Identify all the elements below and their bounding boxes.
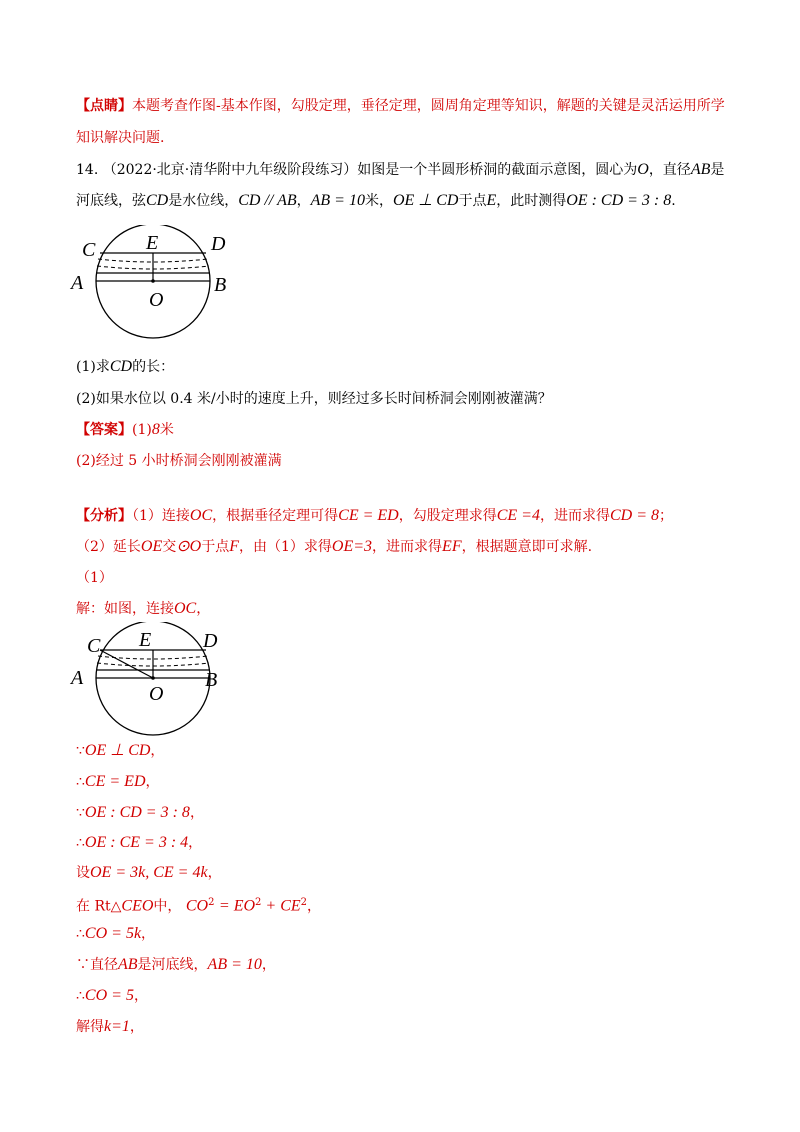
math-expr: CO = 5 xyxy=(84,987,134,1004)
math-var: OE xyxy=(140,538,163,555)
math-var: EO xyxy=(233,897,256,915)
step-diameter xyxy=(76,955,276,975)
solution-text: 解：如图，连接 xyxy=(76,601,174,617)
math-var: OC xyxy=(189,507,213,524)
solution-text: ， xyxy=(196,601,211,617)
problem-text: 如图是一个半圆形桥洞的截面示意图，圆心为 xyxy=(357,162,638,178)
step-pythagoras: 在 Rt△CEO中， $CO^2 = EO^2 + CE^2$， xyxy=(76,897,322,915)
analysis-text: ，根据垂径定理可得 xyxy=(212,508,339,524)
math-expr: CE = ED xyxy=(84,773,146,790)
analysis-text: 于点 xyxy=(201,539,230,555)
math-expr: CE =4 xyxy=(496,507,540,524)
solution-text: 直径 xyxy=(90,957,118,973)
math-expr: = xyxy=(218,897,234,915)
punct: ， xyxy=(133,988,148,1004)
math-expr: CD = 8 xyxy=(609,507,660,524)
therefore-symbol: ∴ xyxy=(76,988,85,1004)
math-var: AB xyxy=(690,161,711,178)
solution-intro xyxy=(76,599,210,619)
problem-line-2 xyxy=(76,191,676,211)
math-var: AB xyxy=(118,956,138,973)
comment-text-1: 本题考查作图-基本作图，勾股定理，垂径定理，圆周角定理等知识，解题的关键是灵活运用所学 xyxy=(132,98,725,114)
analysis-text: 交 xyxy=(162,539,177,555)
problem-text: ，直径 xyxy=(648,162,691,178)
because-symbol: ∵ xyxy=(76,805,85,821)
math-var: CD xyxy=(109,358,133,375)
question-text: 的长： xyxy=(132,359,175,375)
problem-text: . xyxy=(671,193,676,209)
problem-text: 是水位线， xyxy=(168,193,239,209)
analysis-tag: 【分析】 xyxy=(76,508,132,524)
label-a: A xyxy=(71,667,84,689)
answer-text: 米 xyxy=(159,422,174,438)
analysis-text: ，进而求得 xyxy=(539,508,610,524)
math-expr: =1 xyxy=(111,1018,130,1035)
answer-text: (2)经过 5 小时桥洞会刚刚被灌满 xyxy=(76,453,282,469)
problem-text: 河底线，弦 xyxy=(76,193,146,209)
punct: ， xyxy=(207,865,222,881)
analysis-text: ，勾股定理求得 xyxy=(398,508,497,524)
math-var: F xyxy=(229,538,239,555)
label-o: O xyxy=(149,683,164,705)
label-e: E xyxy=(139,629,152,651)
answer-line-1 xyxy=(76,420,174,440)
solution-text: 是河底线， xyxy=(137,957,208,973)
analysis-text: （1）连接 xyxy=(132,508,190,524)
problem-text: ， xyxy=(296,193,311,209)
question-text: (2)如果水位以 0.4 米/小时的速度上升，则经过多长时间桥洞会刚刚被灌满？ xyxy=(76,391,552,407)
analysis-line-1 xyxy=(76,506,673,526)
analysis-text: ，进而求得 xyxy=(372,539,443,555)
math-expr: OE : CD = 3 : 8 xyxy=(566,192,672,209)
step-co5k xyxy=(76,924,155,944)
punct: ， xyxy=(129,1019,144,1035)
math-var: OC xyxy=(174,600,197,617)
problem-text: 米， xyxy=(364,193,393,209)
therefore-symbol: ∴ xyxy=(76,835,85,851)
solution-part xyxy=(76,568,113,588)
math-expr: CD // AB xyxy=(238,192,297,209)
because-symbol: ∵ xyxy=(76,743,85,759)
math-expr: OE=3 xyxy=(331,538,373,555)
math-var: CE xyxy=(280,897,301,915)
math-expr: OE : CE = 3 : 4 xyxy=(84,834,189,851)
solution-text: 在 Rt△ xyxy=(76,898,122,915)
solution-text: 中， xyxy=(153,898,182,915)
math-expr: CO = 5k xyxy=(84,925,142,942)
punct: ， xyxy=(189,805,204,821)
solution-part-label: （1） xyxy=(76,570,113,586)
step-set xyxy=(76,863,222,883)
math-var: CD xyxy=(146,192,169,209)
solution-text: 设 xyxy=(76,865,90,881)
problem-source: （2022·北京·清华附中九年级阶段练习） xyxy=(102,162,358,178)
label-b: B xyxy=(214,274,227,296)
math-expr: OE ⊥ CD xyxy=(392,192,459,209)
comment-text-2: 知识解决问题. xyxy=(76,130,165,146)
answer-text: (1) xyxy=(132,422,152,438)
analysis-text: （2）延长 xyxy=(76,539,141,555)
step-1 xyxy=(76,741,164,761)
label-d: D xyxy=(203,630,218,652)
center-point xyxy=(151,279,155,283)
problem-text: ，此时测得 xyxy=(496,193,567,209)
math-var: EF xyxy=(442,538,462,555)
step-3 xyxy=(76,803,204,823)
analysis-text: ，由（1）求得 xyxy=(239,539,332,555)
math-var: 8 xyxy=(151,421,160,438)
question-text: (1)求 xyxy=(76,359,110,375)
math-expr: OE : CD = 3 : 8 xyxy=(84,804,190,821)
question-2 xyxy=(76,389,552,409)
question-1 xyxy=(76,357,174,377)
answer-tag: 【答案】 xyxy=(76,422,132,438)
solution-text: 解得 xyxy=(76,1019,104,1035)
punct: ， xyxy=(150,743,165,759)
math-var: E xyxy=(486,192,497,209)
punct: ， xyxy=(261,957,276,973)
comment-line-1 xyxy=(76,96,725,116)
label-e: E xyxy=(146,232,159,254)
label-c: C xyxy=(87,635,101,657)
label-a: A xyxy=(71,272,84,294)
math-var: CEO xyxy=(121,897,154,915)
punct: ， xyxy=(145,774,160,790)
problem-number: 14. xyxy=(76,162,99,178)
math-expr: OE ⊥ CD xyxy=(84,742,151,759)
math-expr: CE = ED xyxy=(338,507,399,524)
comment-line-2 xyxy=(76,128,164,148)
therefore-symbol: ∴ xyxy=(76,774,85,790)
step-4 xyxy=(76,833,202,853)
math-expr: AB = 10 xyxy=(207,956,262,973)
math-expr: ⊙O xyxy=(176,538,202,555)
center-point xyxy=(151,676,155,680)
punct: ， xyxy=(307,898,322,915)
therefore-symbol: ∴ xyxy=(76,926,85,942)
punct: ， xyxy=(188,835,203,851)
analysis-text: ，根据题意即可求解. xyxy=(461,539,593,555)
math-var: k xyxy=(104,1018,112,1035)
label-c: C xyxy=(82,239,96,261)
analysis-line-2 xyxy=(76,537,592,557)
step-co5 xyxy=(76,986,148,1006)
label-b: B xyxy=(205,669,218,691)
math-expr: + xyxy=(261,897,281,915)
bridge-figure-2 xyxy=(60,622,240,752)
label-o: O xyxy=(149,289,164,311)
problem-text: 是 xyxy=(710,162,725,178)
step-2 xyxy=(76,772,160,792)
answer-line-2 xyxy=(76,451,282,471)
label-d: D xyxy=(211,233,226,255)
comment-tag: 【点睛】 xyxy=(76,98,132,114)
problem-text: 于点 xyxy=(458,193,487,209)
math-expr: OE = 3k, CE = 4k xyxy=(90,864,208,881)
math-expr: AB = 10 xyxy=(310,192,365,209)
punct: ， xyxy=(141,926,156,942)
bridge-figure-1 xyxy=(60,225,240,355)
because-symbol: ∵ xyxy=(76,957,90,973)
math-var: O xyxy=(637,161,649,178)
problem-line-1 xyxy=(76,160,724,180)
step-k xyxy=(76,1017,144,1037)
analysis-text: ； xyxy=(659,508,674,524)
math-var: CO xyxy=(185,897,209,915)
